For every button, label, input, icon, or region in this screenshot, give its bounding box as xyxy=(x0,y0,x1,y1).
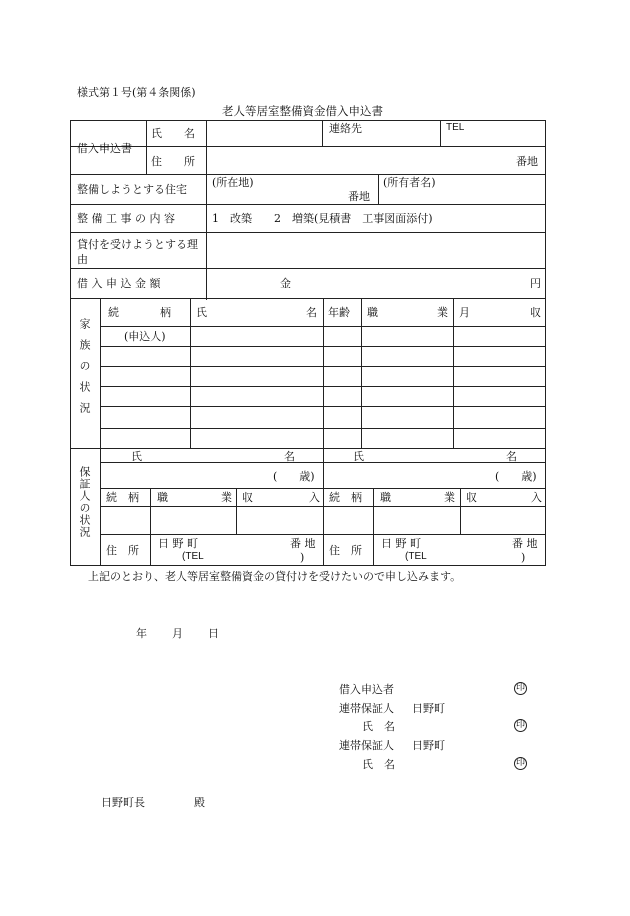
guarantor1-tel-open: (TEL xyxy=(182,551,204,562)
date-month: 月 xyxy=(172,627,183,640)
sign-guarantor2-name: 氏 名 xyxy=(362,758,395,771)
guarantor2-relation: 続 柄 xyxy=(329,491,362,504)
family-col-income-left: 月 xyxy=(459,306,470,319)
guarantor1-relation: 続 柄 xyxy=(106,491,139,504)
seal-icon: 印 xyxy=(515,683,525,693)
guarantor2-tel-close: ) xyxy=(521,551,526,564)
guarantor2-name-right: 名 xyxy=(506,450,517,463)
housing-banchi: 番地 xyxy=(348,190,370,203)
guarantor2-job-right: 業 xyxy=(444,491,455,504)
family-col-job-left: 職 xyxy=(367,306,378,319)
family-applicant-row: (申込人) xyxy=(124,330,166,343)
guarantor1-name-right: 名 xyxy=(284,450,295,463)
guarantor1-job-right: 業 xyxy=(221,491,232,504)
guarantor2-address-label: 住 所 xyxy=(329,544,362,557)
family-col-income-right: 収 xyxy=(530,306,541,319)
statement: 上記のとおり、老人等居室整備資金の貸付けを受けたいので申し込みます。 xyxy=(88,570,462,583)
guarantor2-income-right: 入 xyxy=(531,491,542,504)
family-col-age: 年齢 xyxy=(328,306,350,319)
sign-guarantor1-town: 日野町 xyxy=(412,702,445,715)
tel-label: TEL xyxy=(446,122,465,133)
sign-guarantor1-label: 連帯保証人 xyxy=(339,702,394,715)
form-title: 老人等居室整備資金借入申込書 xyxy=(222,104,383,118)
guarantor1-income-right: 入 xyxy=(309,491,320,504)
family-col-relation: 続 柄 xyxy=(108,306,173,319)
form-number: 様式第１号(第４条関係) xyxy=(77,86,196,99)
date-year: 年 xyxy=(136,627,147,640)
amount-kin: 金 xyxy=(280,277,291,290)
family-col-job-right: 業 xyxy=(437,306,448,319)
location-label: (所在地) xyxy=(212,176,254,189)
guarantor1-age: ( 歳) xyxy=(273,470,315,483)
guarantor1-banchi: 番 地 xyxy=(290,537,316,550)
sign-guarantor1-name: 氏 名 xyxy=(362,720,395,733)
owner-label: (所有者名) xyxy=(383,176,436,189)
guarantor2-age: ( 歳) xyxy=(495,470,537,483)
guarantor1-town: 日 野 町 xyxy=(158,537,198,550)
amount-label: 借 入 申 込 金 額 xyxy=(77,277,161,290)
applicant-banchi: 番地 xyxy=(516,155,538,168)
date-day: 日 xyxy=(208,627,219,640)
addressee-honorific: 殿 xyxy=(194,796,205,809)
sign-applicant-label: 借入申込者 xyxy=(339,683,394,696)
family-col-name-right: 名 xyxy=(306,306,317,319)
contact-label: 連絡先 xyxy=(329,122,362,135)
addressee: 日野町長 xyxy=(101,796,145,809)
reason-label: 貸付を受けようとする理由 xyxy=(77,238,198,266)
seal-icon: 印 xyxy=(515,758,525,768)
guarantor2-income-left: 収 xyxy=(466,491,477,504)
work-label: 整 備 工 事 の 内 容 xyxy=(77,212,175,225)
amount-yen: 円 xyxy=(530,277,541,290)
guarantor1-tel-close: ) xyxy=(300,551,305,564)
family-col-name-left: 氏 xyxy=(196,306,207,319)
guarantor2-job-left: 職 xyxy=(380,491,391,504)
guarantor2-name-left: 氏 xyxy=(353,450,364,463)
sign-guarantor2-town: 日野町 xyxy=(412,739,445,752)
guarantor1-address-label: 住 所 xyxy=(106,544,139,557)
housing-label: 整備しようとする住宅 xyxy=(77,183,187,196)
applicant-section-label: 借入申込書 xyxy=(77,142,132,155)
guarantor2-tel-open: (TEL xyxy=(405,551,427,562)
guarantor2-town: 日 野 町 xyxy=(381,537,421,550)
guarantor1-name-left: 氏 xyxy=(131,450,142,463)
family-side-label: 家族の状況 xyxy=(78,318,91,423)
applicant-address-label: 住 所 xyxy=(151,155,195,168)
guarantor-side-label: 保証人の状況 xyxy=(78,466,91,538)
guarantor1-income-left: 収 xyxy=(242,491,253,504)
sign-guarantor2-label: 連帯保証人 xyxy=(339,739,394,752)
applicant-name-label: 氏 名 xyxy=(151,127,195,140)
seal-icon: 印 xyxy=(515,720,525,730)
guarantor2-banchi: 番 地 xyxy=(512,537,538,550)
work-content: 1 改築 2 増築(見積書 工事図面添付) xyxy=(212,212,433,225)
guarantor1-job-left: 職 xyxy=(157,491,168,504)
